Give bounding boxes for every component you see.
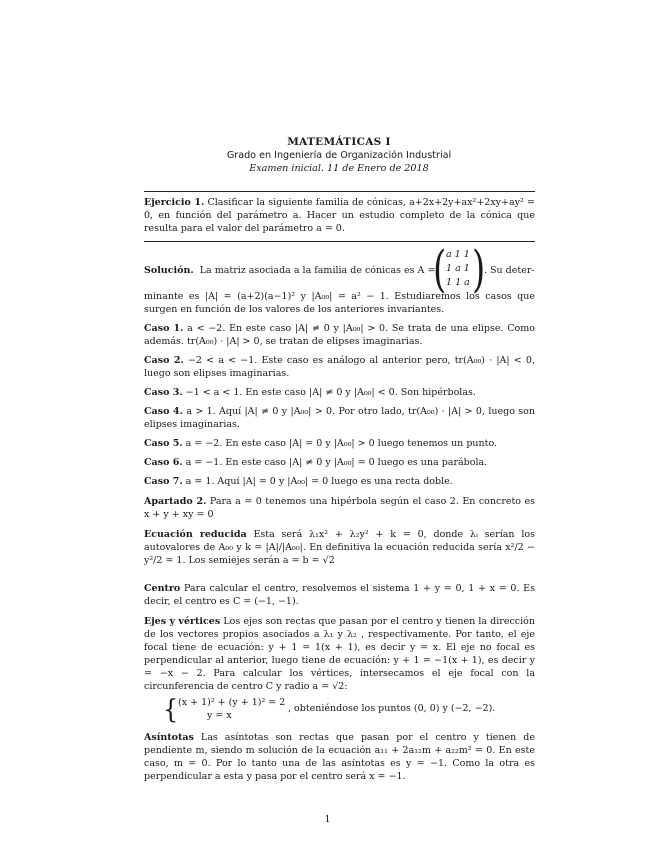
- case-text: a = −2. En este caso |A| = 0 y |A₀₀| > 0 luego tenemos un punto.: [185, 438, 498, 449]
- case-label: Caso 6.: [144, 457, 183, 468]
- system-line-1: (x + 1)² + (y + 1)² = 2: [178, 697, 286, 708]
- solution-label: Solución.: [144, 265, 194, 276]
- course-title: MATEMÁTICAS I: [287, 136, 391, 148]
- reduced-label: Ecuación reducida: [144, 529, 247, 540]
- matrix-left-paren: (: [433, 241, 447, 299]
- matrix-row: 1 a 1: [446, 263, 470, 274]
- exam-date: Examen inicial. 11 de Enero de 2018: [249, 163, 429, 174]
- asymptotes-label: Asíntotas: [144, 732, 194, 743]
- case-5: [144, 437, 535, 450]
- exercise-text: Clasificar la siguiente familia de cónicas, a+2x+2y+ax²+2xy+ay² = 0, en función del parámetro a. Hacer un estudio completo de la cónica que resulta para el valor del parámetro a = 0.: [144, 197, 535, 234]
- axes-text: Los ejes son rectas que pasan por el centro y tienen la dirección de los vectores propios asociados a λ₁ y λ₂ , respectivamente. Por tanto, el eje focal tiene de ecuación: y + 1 = 1(x + 1), es decir y = x. El eje no focal es perpendicular al anterior, luego tiene de ecuación: y + 1 = −1(x + 1), es decir y = −x − 2. Para calcular los vértices, intersecamos el eje focal con la circunferencia de centro C y radio a = √2:: [144, 616, 535, 692]
- page-number: 1: [324, 814, 331, 825]
- solution-text-before-matrix: La matriz asociada a la familia de cónicas es A =: [199, 265, 436, 276]
- matrix-A: [446, 248, 470, 290]
- case-label: Caso 3.: [144, 387, 183, 398]
- case-7: [144, 475, 535, 488]
- case-label: Caso 7.: [144, 476, 183, 487]
- center-text: Para calcular el centro, resolvemos el sistema 1 + y = 0, 1 + x = 0. Es decir, el centro es C = (−1, −1).: [144, 583, 535, 607]
- case-label: Caso 1.: [144, 323, 184, 334]
- top-rule: [144, 191, 535, 192]
- case-label: Caso 2.: [144, 355, 184, 366]
- case-text: −2 < a < −1. Este caso es análogo al anterior pero, tr(A₀₀) · |A| < 0, luego son elipses imaginarias.: [144, 355, 535, 379]
- degree-name: Grado en Ingeniería de Organización Industrial: [226, 150, 452, 161]
- solution-text-after-matrix: . Su deter-: [484, 265, 535, 276]
- case-label: Caso 5.: [144, 438, 183, 449]
- exercise-statement: [144, 196, 535, 235]
- axes-section: [144, 615, 535, 693]
- case-1: [144, 322, 535, 348]
- part-label: Apartado 2.: [144, 496, 207, 507]
- case-2: [144, 354, 535, 380]
- matrix-right-paren: ): [472, 241, 486, 299]
- asymptotes-text: Las asíntotas son rectas que pasan por el centro y tienen de pendiente m, siendo m solución de la ecuación a₁₁ + 2a₁₂m + a₂₂m² = 0. En este caso, m = 0. Por lo tanto una de las asíntotas es y = −1. Como la otra es perpendicular a esta y pasa por el centro será x = −1.: [144, 732, 535, 782]
- case-text: a = −1. En este caso |A| ≠ 0 y |A₀₀| = 0 luego es una parábola.: [185, 457, 488, 468]
- asymptotes-section: [144, 731, 535, 783]
- solution-continuation: minante es |A| = (a+2)(a−1)² y |A₀₀| = a² − 1. Estudiaremos los casos que surgen en función de los valores de los anteriores invariantes.: [144, 291, 535, 315]
- case-text: a > 1. Aquí |A| ≠ 0 y |A₀₀| > 0. Por otro lado, tr(A₀₀) · |A| > 0, luego son elipses imaginarias.: [144, 406, 535, 430]
- center-label: Centro: [144, 583, 181, 594]
- matrix-row: a 1 1: [446, 249, 470, 260]
- case-text: a = 1. Aquí |A| = 0 y |A₀₀| = 0 luego es una recta doble.: [185, 476, 453, 487]
- solution-intro: [144, 264, 444, 277]
- reduced-equation: [144, 528, 535, 567]
- case-4: [144, 405, 535, 431]
- case-text: −1 < a < 1. En este caso |A| ≠ 0 y |A₀₀| < 0. Son hipérbolas.: [185, 387, 476, 398]
- case-3: [144, 386, 535, 399]
- system-brace: {: [163, 693, 179, 725]
- case-text: a < −2. En este caso |A| ≠ 0 y |A₀₀| > 0. Se trata de una elipse. Como además. tr(A₀₀) · |A| > 0, se tratan de elipses imaginarias.: [144, 323, 535, 347]
- center-section: [144, 582, 535, 608]
- system-line-2: y = x: [207, 710, 232, 721]
- reduced-text: Esta será λ₁x² + λ₂y² + k = 0, donde λᵢ serían los autovalores de A₀₀ y k = |A|/|A₀₀|. En definitiva la ecuación reducida sería x²/2 − y²/2 = 1. Los semiejes serán a = b = √2: [144, 529, 535, 566]
- matrix-row: 1 1 a: [446, 277, 470, 288]
- case-6: [144, 456, 535, 469]
- axes-label: Ejes y vértices: [144, 616, 221, 627]
- part-text: Para a = 0 tenemos una hipérbola según el caso 2. En concreto es x + y + xy = 0: [144, 496, 536, 520]
- system-result: , obteniéndose los puntos (0, 0) y (−2, −2).: [288, 703, 496, 714]
- exercise-label: Ejercicio 1.: [144, 197, 205, 208]
- case-label: Caso 4.: [144, 406, 183, 417]
- part-2: [144, 495, 535, 521]
